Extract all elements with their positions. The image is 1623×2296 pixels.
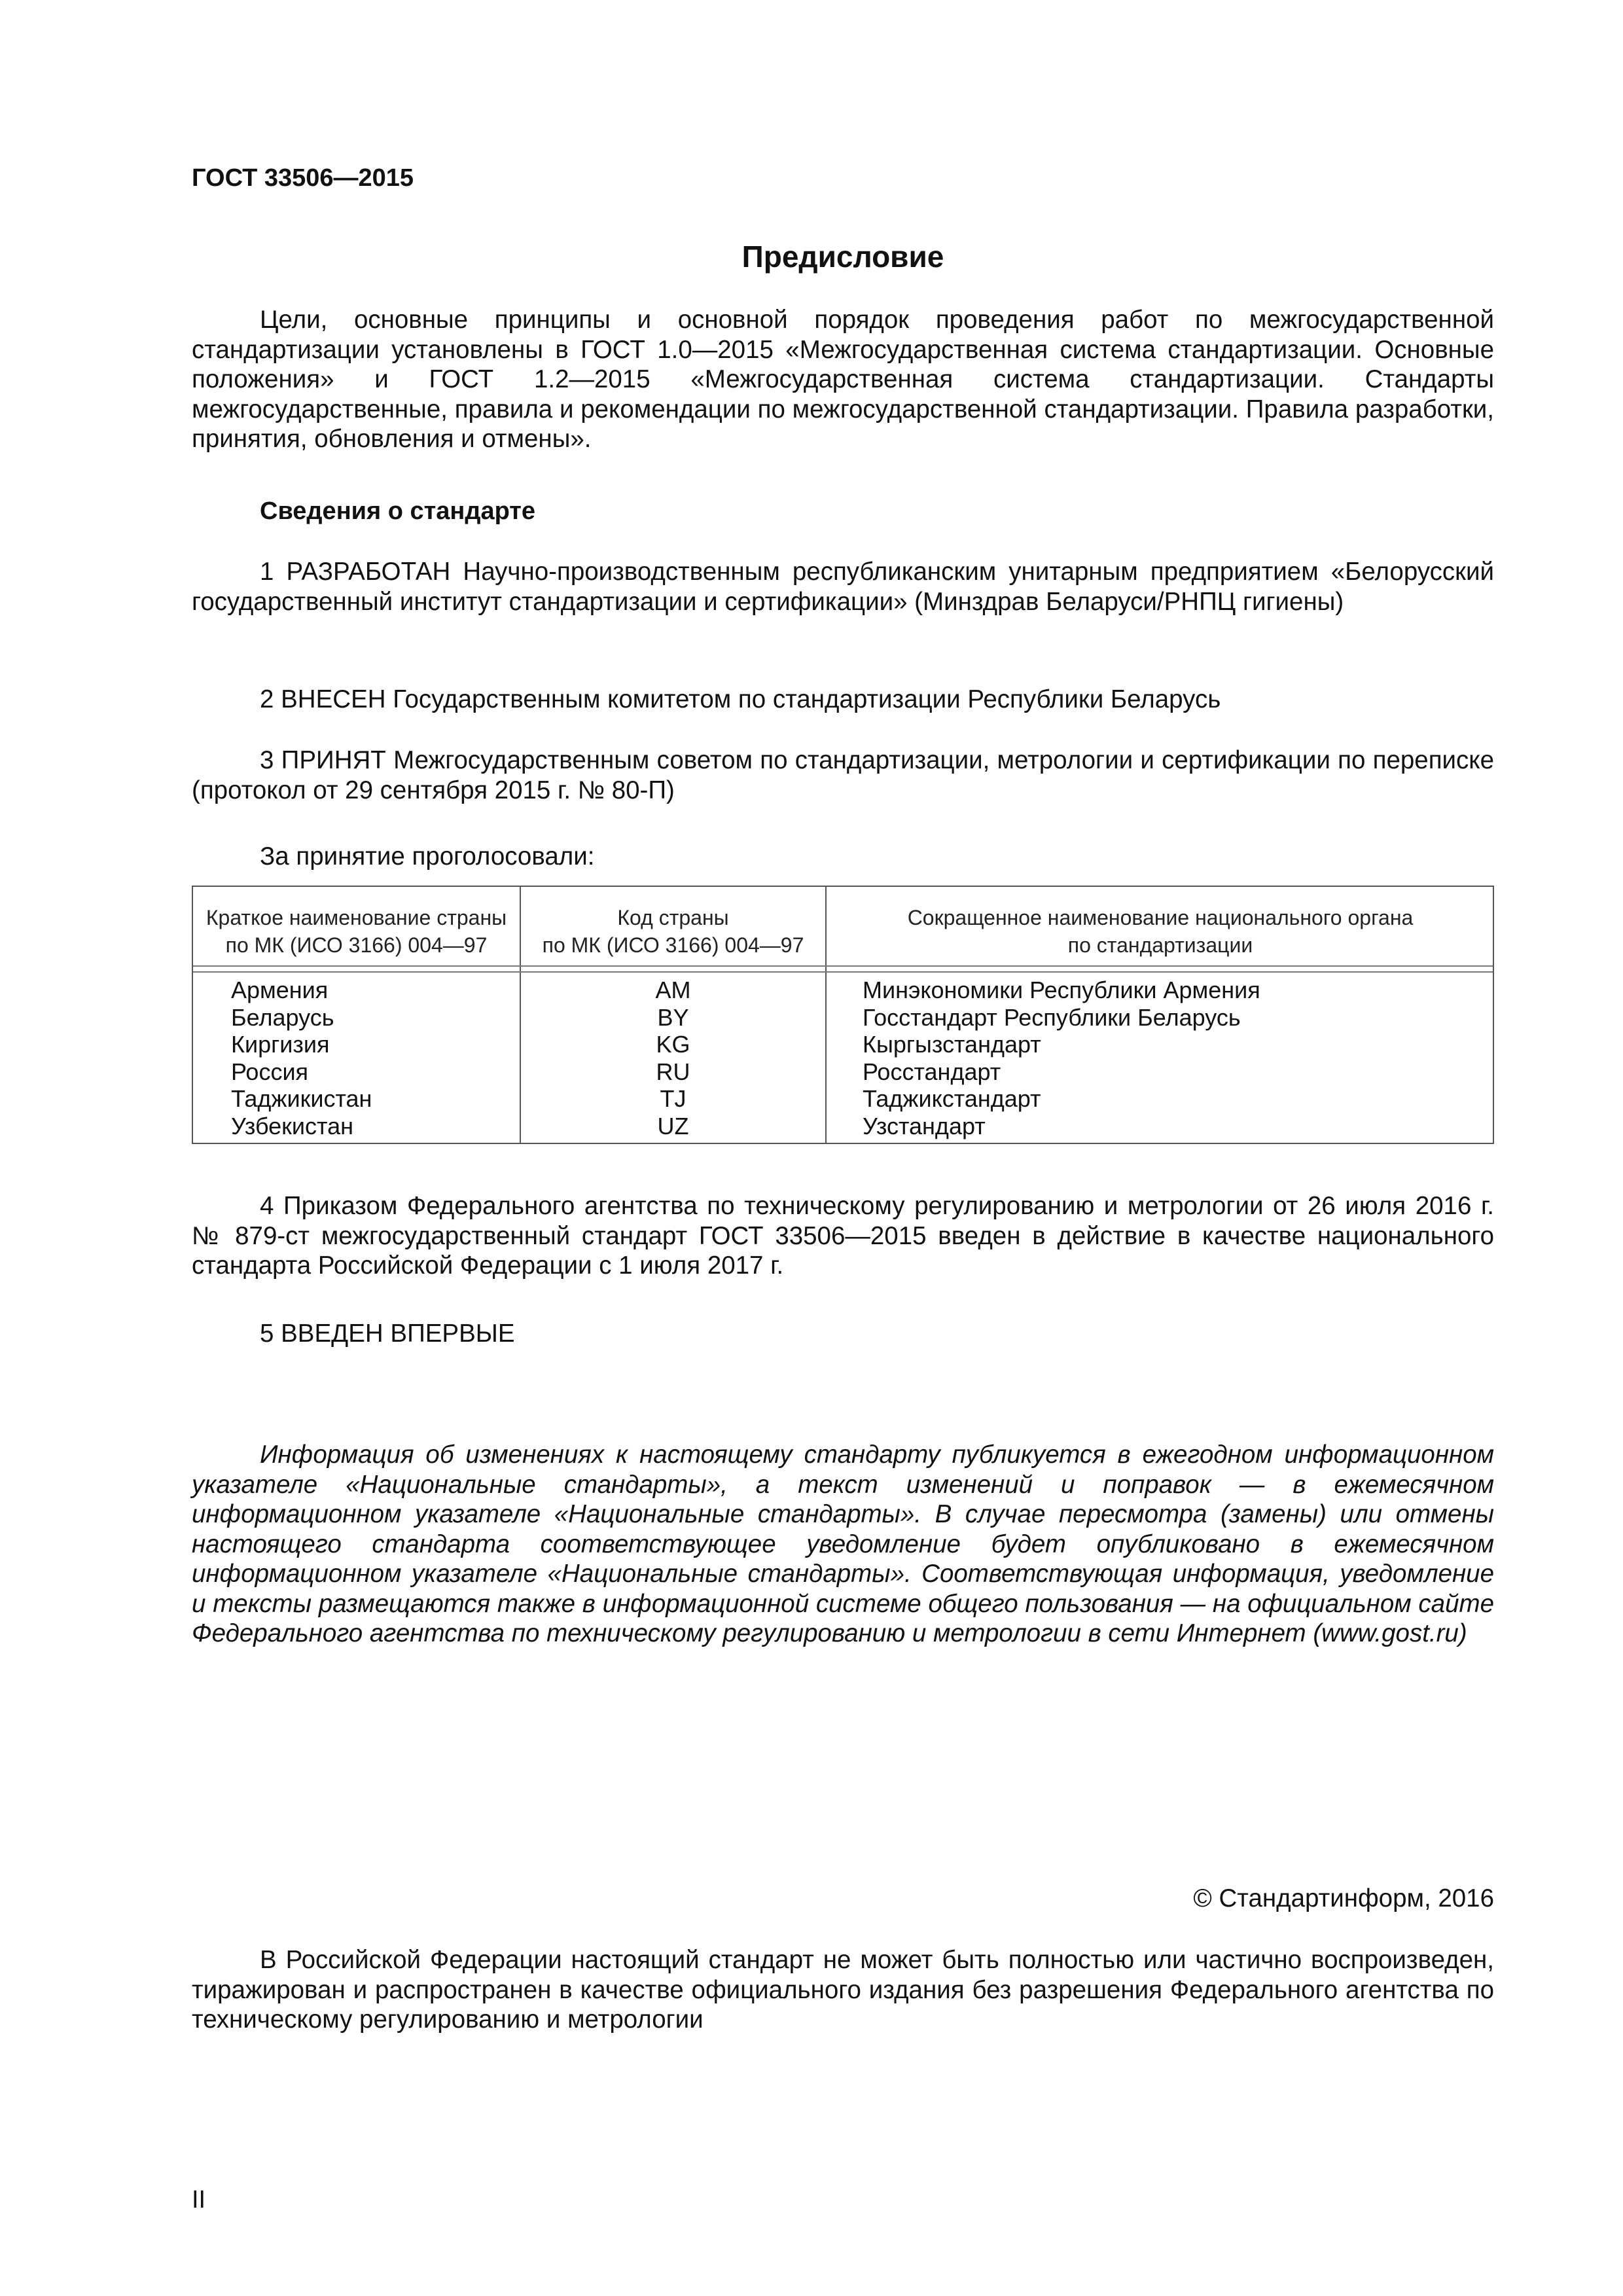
table-body: [193, 977, 1493, 1139]
voting-table: [192, 886, 1494, 1144]
cell-code: RU: [656, 1058, 690, 1085]
cell-country: Россия: [231, 1058, 309, 1085]
cell-code: TJ: [660, 1085, 687, 1112]
page-number: II: [192, 2186, 206, 2214]
cell-body: Таджикстандарт: [863, 1085, 1041, 1112]
voted-label: За принятие проголосовали:: [260, 842, 595, 870]
item-first-introduced: 5 ВВЕДЕН ВПЕРВЫЕ: [260, 1319, 515, 1348]
document-code: ГОСТ 33506—2015: [192, 164, 414, 192]
cell-country: Киргизия: [231, 1031, 330, 1058]
cell-country: Таджикистан: [231, 1085, 372, 1112]
table-row: [193, 1004, 1493, 1031]
item-enacted: 4 Приказом Федерального агентства по техническому регулированию и метрологии от 26 июля 2016 г. № 879-ст межгосударственный стандарт ГОСТ 33506—2015 введен в действие в качестве национального стандарта Российской Федерации с 1 июля 2017 г.: [192, 1192, 1494, 1280]
table-row: [193, 1113, 1493, 1140]
copyright-line: © Стандартинформ, 2016: [1193, 1884, 1494, 1912]
table-row: [193, 977, 1493, 1004]
intro-paragraph: Цели, основные принципы и основной порядок проведения работ по межгосударственной стандартизации установлены в ГОСТ 1.0—2015 «Межгосударственная система стандартизации. Основные положения» и ГОСТ 1.2—2015 «Межгосударственная система стандартизации. Стандарты межгосударственные, правила и рекомендации по межгосударственной стандартизации. Правила разработки, принятия, обновления и отмены».: [192, 306, 1494, 453]
cell-body: Узстандарт: [863, 1112, 986, 1139]
table-row: [193, 1058, 1493, 1086]
cell-country: Беларусь: [231, 1003, 334, 1031]
cell-code: BY: [657, 1003, 689, 1031]
table-row: [193, 1085, 1493, 1113]
cell-body: Кыргызстандарт: [863, 1031, 1041, 1058]
table-header-rule: [193, 971, 1493, 973]
item-developed: 1 РАЗРАБОТАН Научно-производственным республиканским унитарным предприятием «Белорусский государственный институт стандартизации и сертификации» (Минздрав Беларуси/РНПЦ гигиены): [192, 558, 1494, 616]
cell-body: Минэкономики Республики Армения: [863, 977, 1260, 1003]
section-heading: Сведения о стандарте: [260, 497, 536, 525]
item-introduced: 2 ВНЕСЕН Государственным комитетом по стандартизации Республики Беларусь: [260, 685, 1221, 713]
cell-code: KG: [656, 1031, 690, 1058]
item-adopted: 3 ПРИНЯТ Межгосударственным советом по стандартизации, метрологии и сертификации по переписке (протокол от 29 сентября 2015 г. № 80-П): [192, 746, 1494, 804]
table-header-body: Сокращенное наименование национального органа по стандартизации: [907, 906, 1414, 957]
table-header-rule: [193, 965, 1493, 967]
cell-body: Госстандарт Республики Беларусь: [863, 1003, 1241, 1031]
cell-code: UZ: [657, 1112, 689, 1139]
cell-country: Армения: [231, 977, 329, 1003]
cell-code: AM: [655, 977, 691, 1003]
page-title: Предисловие: [741, 240, 944, 274]
cell-country: Узбекистан: [231, 1112, 354, 1139]
table-header-country: Краткое наименование страны по МК (ИСО 3166) 004—97: [205, 906, 507, 957]
table-header-code: Код страны по МК (ИСО 3166) 004—97: [542, 906, 804, 957]
cell-body: Росстандарт: [863, 1058, 1001, 1085]
legal-paragraph: В Российской Федерации настоящий стандарт не может быть полностью или частично воспроизведен, тиражирован и распространен в качестве официального издания без разрешения Федерального агентства по техническому регулированию и метрологии: [192, 1946, 1494, 2034]
table-row: [193, 1031, 1493, 1058]
notice-paragraph: Информация об изменениях к настоящему стандарту публикуется в ежегодном информационном указателе «Национальные стандарты», а текст изменений и поправок — в ежемесячном информационном указателе «Национальные стандарты». В случае пересмотра (замены) или отмены настоящего стандарта соответствующее уведомление будет опубликовано в ежемесячном информационном указателе «Национальные стандарты». Соответствующая информация, уведомление и тексты размещаются также в информационной системе общего пользования — на официальном сайте Федерального агентства по техническому регулированию и метрологии в сети Интернет (www.gost.ru): [192, 1441, 1494, 1647]
